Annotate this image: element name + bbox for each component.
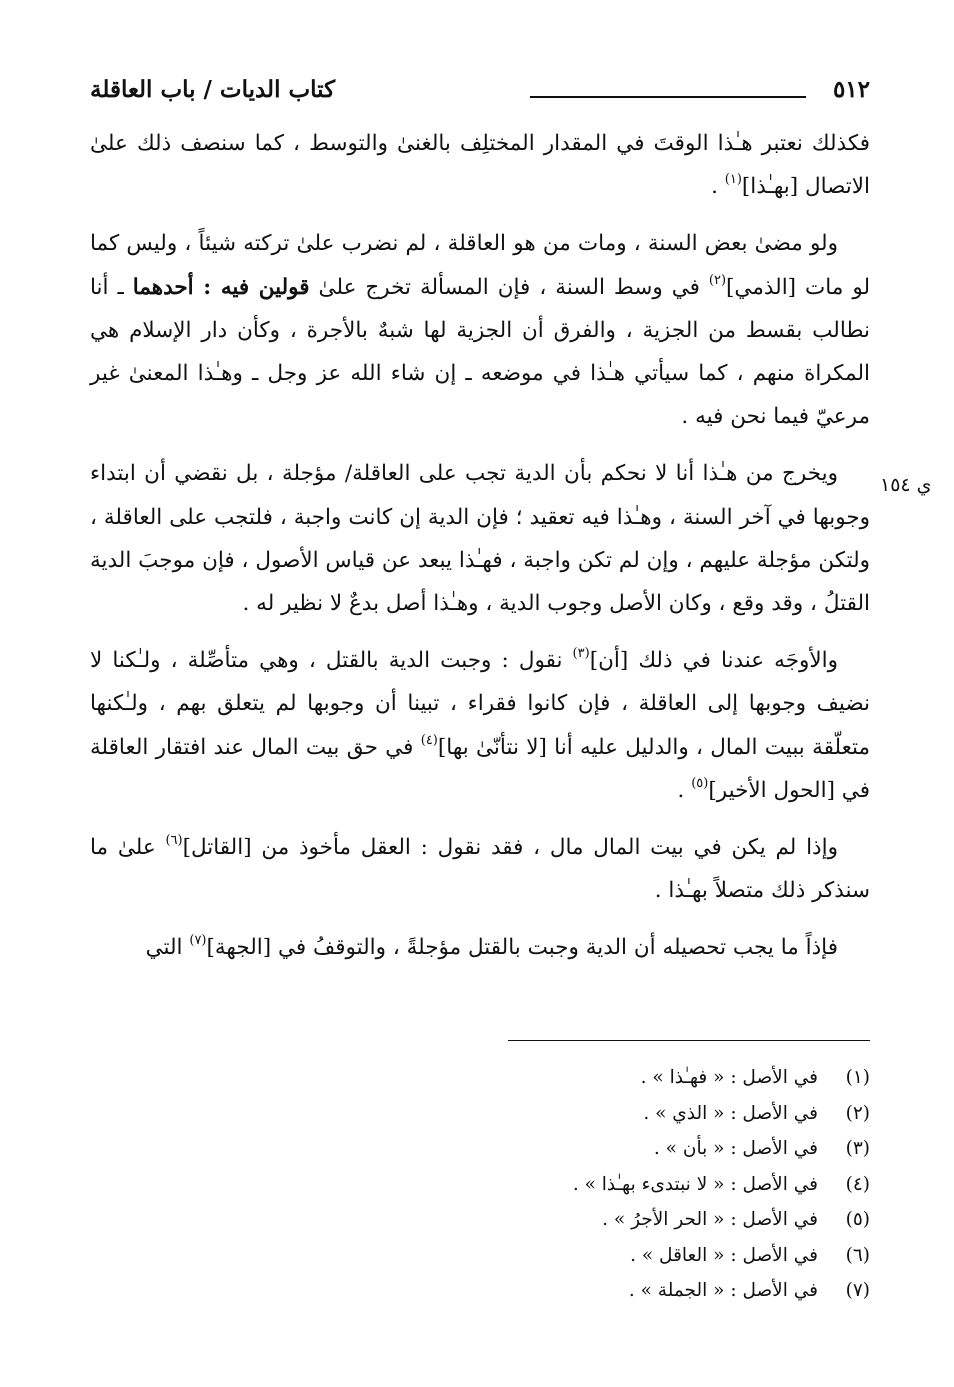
text-run: في حق بيت المال عند افتقار العاقلة في [الحول الأخير] <box>90 734 870 803</box>
footnote-ref: (٢) <box>708 272 727 288</box>
footnote-text: في الأصل : « الحر الأجرُ » . <box>602 1209 818 1230</box>
footnote-number: (٣) <box>845 1138 870 1159</box>
footnote-number: (٤) <box>845 1173 870 1195</box>
page-number: ٥١٢ <box>832 76 870 103</box>
footnote-item <box>470 1238 870 1274</box>
footnote-item <box>470 1167 870 1203</box>
footnote-number: (٢) <box>845 1102 870 1124</box>
text-run: . <box>711 174 725 200</box>
text-run: وإذا لم يكن في بيت المال مال ، فقد نقول : العقل مأخوذ من [القاتل] <box>182 835 838 861</box>
bold-phrase: قولين فيه : أحدهما <box>132 274 310 300</box>
paragraph-3 <box>90 452 870 625</box>
footnote-ref: (٤) <box>420 732 438 748</box>
footnote-item <box>470 1202 870 1238</box>
footnote-item <box>470 1273 870 1309</box>
paragraph-4 <box>90 639 870 812</box>
text-run: فإذاً ما يجب تحصيله أن الدية وجبت بالقتل مؤجلةً ، والتوقفُ في [الجهة] <box>206 935 838 961</box>
footnote-number: (٥) <box>845 1209 870 1230</box>
text-run: ويخرج من هـٰذا أنا لا نحكم بأن الدية تجب على العاقلة/ مؤجلة ، بل نقضي أن ابتداء وجوبها في آخر السنة ، وهـٰذا فيه تعقيد ؛ فإن الدية إن كانت واجبة ، فلتجب على العاقلة ، ولتكن مؤجلة عليهم ، وإن لم تكن واجبة ، فهـٰذا يبعد عن قياس الأصول ، فإن موجبَ الدية القتلُ ، وقد وقع ، وكان الأصل وجوب الدية ، وهـٰذا أصل بدعٌ لا نظير له . <box>90 461 870 617</box>
footnote-text: في الأصل : « بأن » . <box>653 1138 818 1159</box>
running-title: كتاب الديات / باب العاقلة <box>90 76 336 103</box>
footnote-number: (٧) <box>845 1280 870 1301</box>
footnote-item <box>470 1096 870 1132</box>
footnote-item <box>470 1131 870 1167</box>
footnote-number: (١) <box>845 1067 870 1088</box>
text-run: ولو مضىٰ بعض السنة ، ومات من هو العاقلة ، لم نضرب علىٰ تركته شيئاً ، وليس كما لو مات [الذمي] <box>90 231 870 300</box>
margin-reference: ي ١٥٤ <box>880 474 932 496</box>
footnote-ref: (٧) <box>189 933 207 949</box>
footnote-ref: (٥) <box>691 775 709 791</box>
paragraph-2 <box>90 222 870 438</box>
page-header <box>90 74 870 114</box>
text-run: التي <box>145 935 190 961</box>
footnote-item <box>470 1060 870 1096</box>
text-run: ـ أنا نطالب بقسط من الجزية ، والفرق أن الجزية لها شبهٌ بالأجرة ، وكأن دار الإسلام هي المكراة منهم ، كما سيأتي هـٰذا في موضعه ـ إن شاء الله عز وجل ـ وهـٰذا المعنىٰ غير مرعيّ فيما نحن فيه . <box>90 274 870 430</box>
footnote-ref: (١) <box>724 172 742 188</box>
paragraph-5 <box>90 826 870 912</box>
footnote-number: (٦) <box>845 1244 870 1266</box>
text-run: فكذلك نعتبر هـٰذا الوقتَ في المقدار المختلِف بالغنىٰ والتوسط ، كما سنصف ذلك علىٰ الاتصال [بهـٰذا] <box>90 131 870 200</box>
footnote-separator <box>508 1040 870 1041</box>
header-rule <box>530 96 806 98</box>
footnote-ref: (٣) <box>572 646 590 662</box>
footnote-text: في الأصل : « لا نبتدىء بهـٰذا » . <box>572 1173 818 1195</box>
footnote-ref: (٦) <box>165 833 183 849</box>
footnote-text: في الأصل : « العاقل » . <box>630 1244 818 1266</box>
footnotes <box>470 1060 870 1309</box>
paragraph-6 <box>90 926 870 969</box>
footnote-text: في الأصل : « فهـٰذا » . <box>640 1067 818 1088</box>
paragraph-1 <box>90 122 870 208</box>
text-run: نقول : وجبت الدية بالقتل ، وهي متأصِّلة ، ولـٰكنا لا نضيف وجوبها إلى العاقلة ، فإن كانوا فقراء ، تبينا أن وجوبها لم يتعلق بهم ، ولـٰكنها متعلّقة ببيت المال ، والدليل عليه أنا [لا نتأنّىٰ بها] <box>90 648 870 760</box>
text-run: . <box>677 777 692 803</box>
footnote-text: في الأصل : « الذي » . <box>643 1102 818 1124</box>
text-run: علىٰ ما سنذكر ذلك متصلاً بهـٰذا . <box>90 835 870 904</box>
footnote-text: في الأصل : « الجملة » . <box>628 1280 818 1301</box>
text-run: في وسط السنة ، فإن المسألة تخرج علىٰ <box>309 274 709 300</box>
main-text <box>90 122 870 984</box>
text-run: والأوجَه عندنا في ذلك [أن] <box>589 648 838 674</box>
